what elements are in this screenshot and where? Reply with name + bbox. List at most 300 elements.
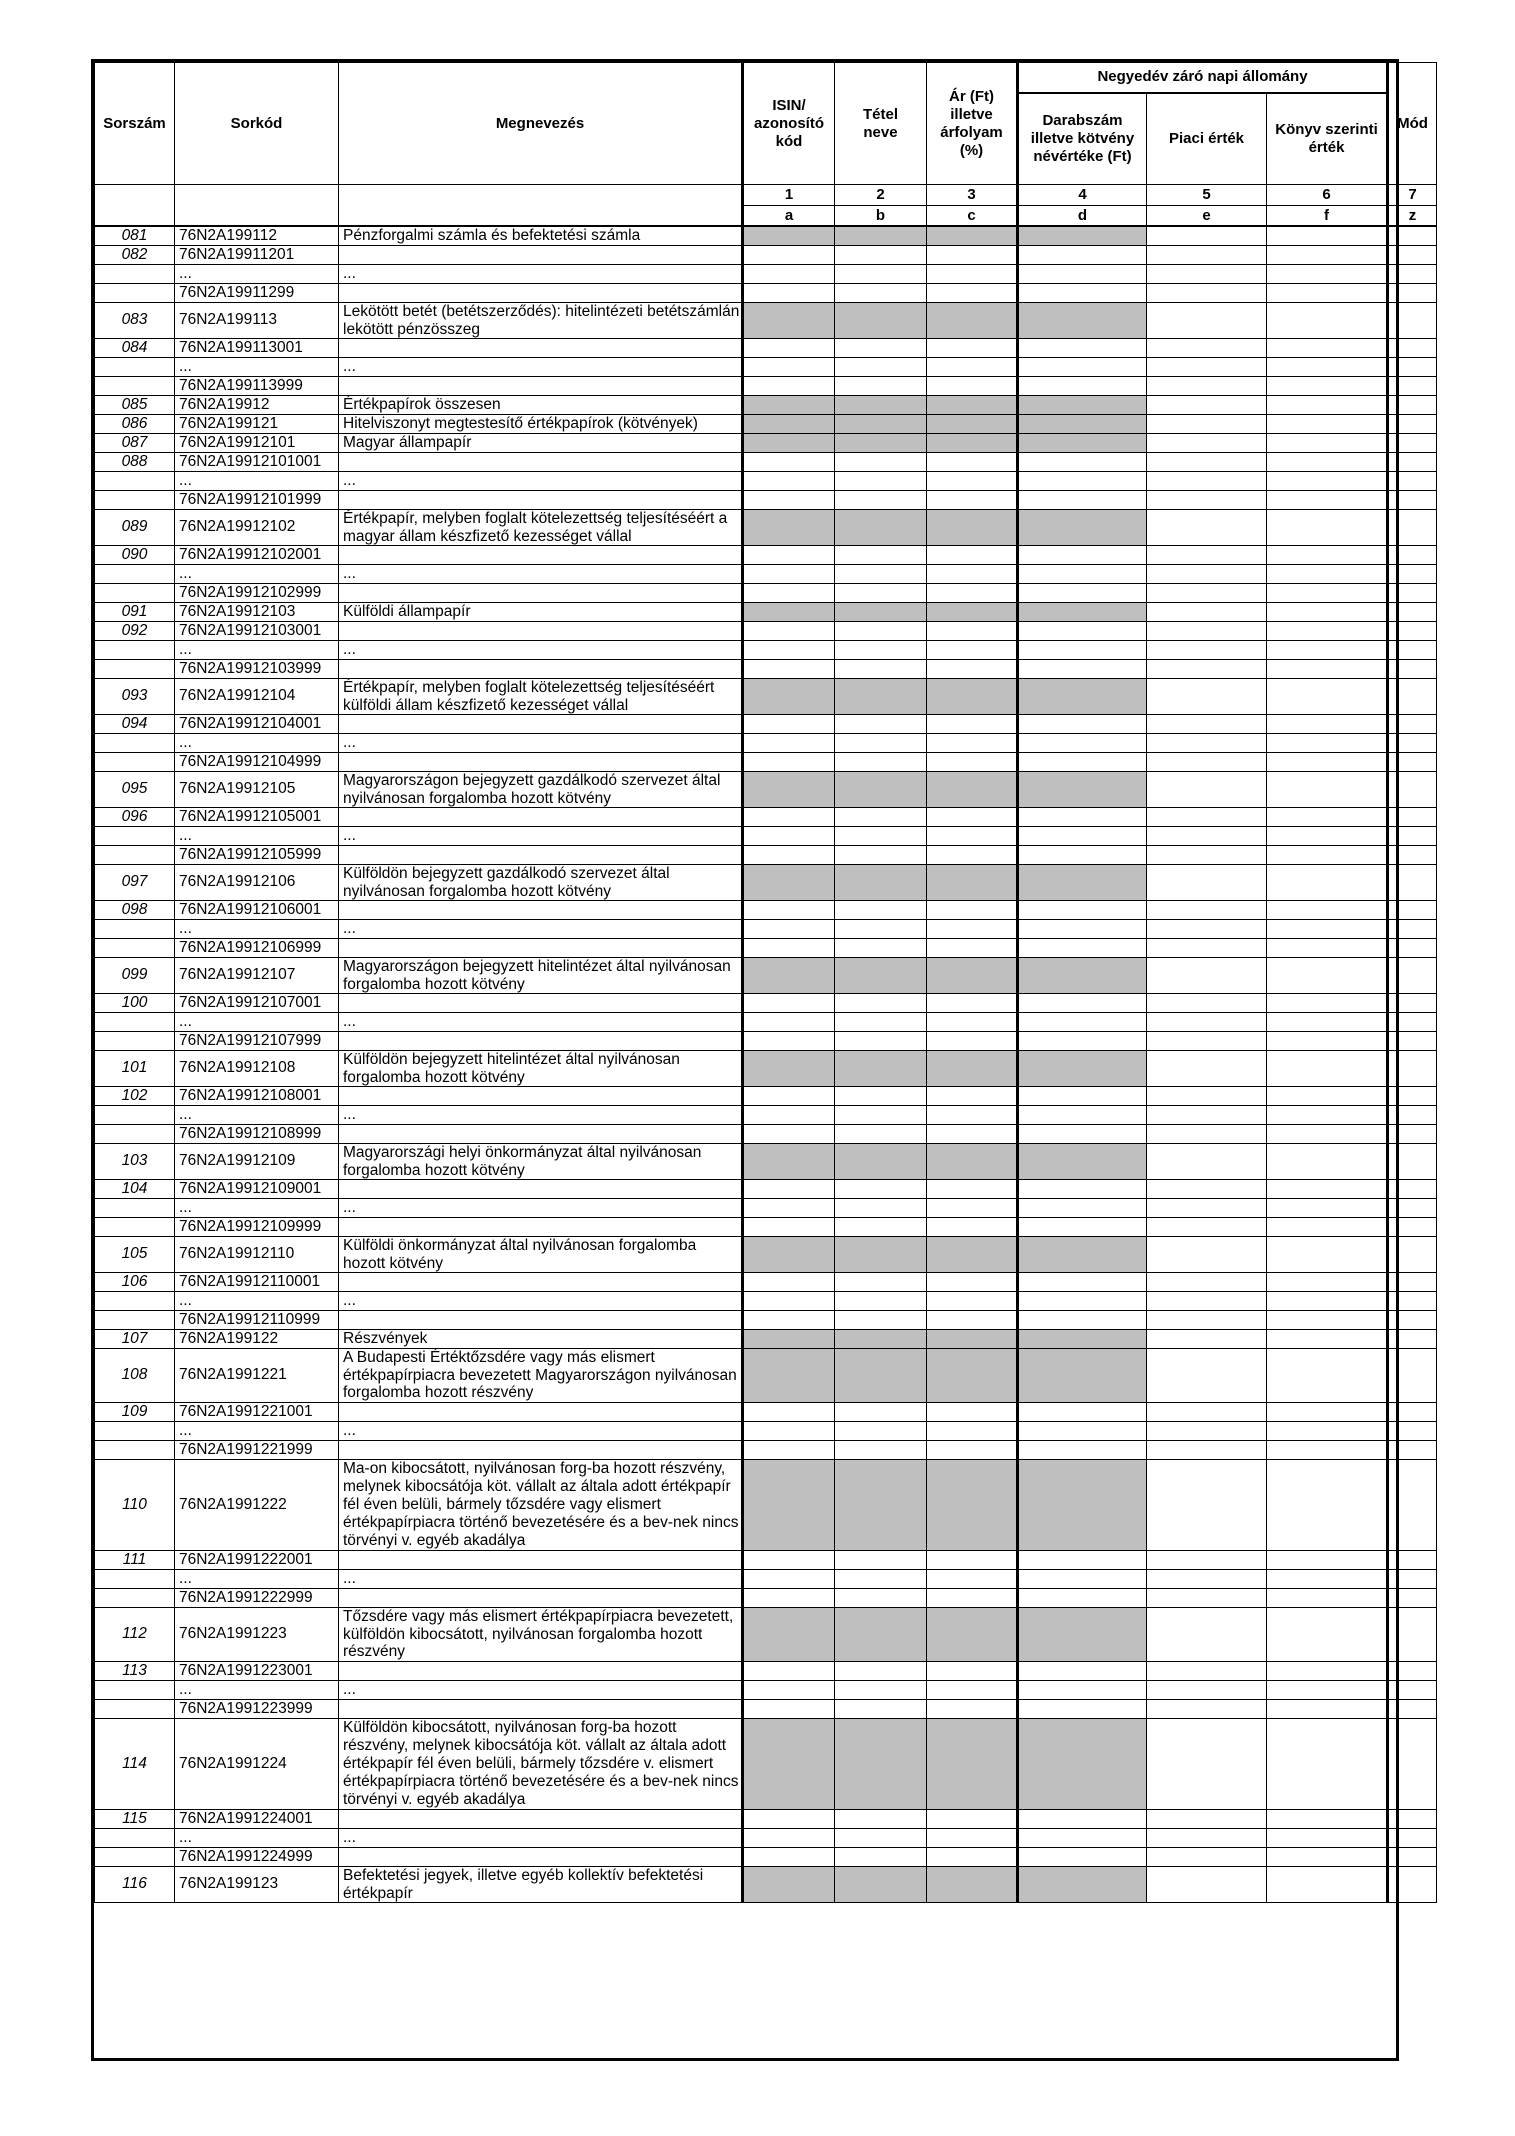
cell-piaci-ertek[interactable] (1147, 1847, 1267, 1866)
cell-darabszam[interactable] (1018, 545, 1147, 564)
cell-piaci-ertek[interactable] (1147, 452, 1267, 471)
cell-konyv-szerinti-ertek[interactable] (1267, 471, 1388, 490)
cell-tetel-neve[interactable] (835, 564, 927, 583)
cell-ar[interactable] (927, 733, 1018, 752)
cell-isin[interactable] (743, 338, 835, 357)
cell-mod[interactable] (1388, 583, 1437, 602)
cell-ar[interactable] (927, 640, 1018, 659)
cell-piaci-ertek[interactable] (1147, 1105, 1267, 1124)
cell-isin[interactable] (743, 545, 835, 564)
cell-tetel-neve[interactable] (835, 1847, 927, 1866)
cell-mod[interactable] (1388, 752, 1437, 771)
cell-konyv-szerinti-ertek[interactable] (1267, 752, 1388, 771)
cell-darabszam[interactable] (1018, 900, 1147, 919)
cell-ar[interactable] (927, 752, 1018, 771)
cell-konyv-szerinti-ertek[interactable] (1267, 1866, 1388, 1902)
cell-konyv-szerinti-ertek[interactable] (1267, 1012, 1388, 1031)
cell-darabszam[interactable] (1018, 938, 1147, 957)
cell-tetel-neve[interactable] (835, 1179, 927, 1198)
cell-konyv-szerinti-ertek[interactable] (1267, 938, 1388, 957)
cell-darabszam[interactable] (1018, 1179, 1147, 1198)
cell-darabszam[interactable] (1018, 1291, 1147, 1310)
cell-konyv-szerinti-ertek[interactable] (1267, 1550, 1388, 1569)
cell-tetel-neve[interactable] (835, 993, 927, 1012)
cell-tetel-neve[interactable] (835, 1105, 927, 1124)
cell-konyv-szerinti-ertek[interactable] (1267, 1699, 1388, 1718)
cell-darabszam[interactable] (1018, 564, 1147, 583)
cell-piaci-ertek[interactable] (1147, 1217, 1267, 1236)
cell-mod[interactable] (1388, 1588, 1437, 1607)
cell-isin[interactable] (743, 1550, 835, 1569)
cell-piaci-ertek[interactable] (1147, 1718, 1267, 1809)
cell-ar[interactable] (927, 1012, 1018, 1031)
cell-ar[interactable] (927, 264, 1018, 283)
cell-konyv-szerinti-ertek[interactable] (1267, 338, 1388, 357)
cell-mod[interactable] (1388, 1569, 1437, 1588)
cell-konyv-szerinti-ertek[interactable] (1267, 433, 1388, 452)
cell-konyv-szerinti-ertek[interactable] (1267, 357, 1388, 376)
cell-piaci-ertek[interactable] (1147, 1661, 1267, 1680)
cell-mod[interactable] (1388, 471, 1437, 490)
cell-piaci-ertek[interactable] (1147, 1866, 1267, 1902)
cell-piaci-ertek[interactable] (1147, 245, 1267, 264)
cell-konyv-szerinti-ertek[interactable] (1267, 602, 1388, 621)
cell-tetel-neve[interactable] (835, 1217, 927, 1236)
cell-mod[interactable] (1388, 1440, 1437, 1459)
cell-konyv-szerinti-ertek[interactable] (1267, 678, 1388, 714)
cell-mod[interactable] (1388, 264, 1437, 283)
cell-ar[interactable] (927, 1198, 1018, 1217)
cell-darabszam[interactable] (1018, 1421, 1147, 1440)
cell-konyv-szerinti-ertek[interactable] (1267, 1329, 1388, 1348)
cell-isin[interactable] (743, 752, 835, 771)
cell-piaci-ertek[interactable] (1147, 1699, 1267, 1718)
cell-tetel-neve[interactable] (835, 583, 927, 602)
cell-piaci-ertek[interactable] (1147, 1440, 1267, 1459)
cell-tetel-neve[interactable] (835, 1402, 927, 1421)
cell-ar[interactable] (927, 490, 1018, 509)
cell-mod[interactable] (1388, 1179, 1437, 1198)
cell-mod[interactable] (1388, 1718, 1437, 1809)
cell-darabszam[interactable] (1018, 1550, 1147, 1569)
cell-konyv-szerinti-ertek[interactable] (1267, 1310, 1388, 1329)
cell-ar[interactable] (927, 583, 1018, 602)
cell-konyv-szerinti-ertek[interactable] (1267, 714, 1388, 733)
cell-konyv-szerinti-ertek[interactable] (1267, 1440, 1388, 1459)
cell-ar[interactable] (927, 1828, 1018, 1847)
cell-konyv-szerinti-ertek[interactable] (1267, 1828, 1388, 1847)
cell-mod[interactable] (1388, 845, 1437, 864)
cell-piaci-ertek[interactable] (1147, 471, 1267, 490)
cell-piaci-ertek[interactable] (1147, 1124, 1267, 1143)
cell-piaci-ertek[interactable] (1147, 1272, 1267, 1291)
cell-konyv-szerinti-ertek[interactable] (1267, 509, 1388, 545)
cell-darabszam[interactable] (1018, 919, 1147, 938)
cell-piaci-ertek[interactable] (1147, 1348, 1267, 1402)
cell-tetel-neve[interactable] (835, 807, 927, 826)
cell-mod[interactable] (1388, 357, 1437, 376)
cell-konyv-szerinti-ertek[interactable] (1267, 395, 1388, 414)
cell-ar[interactable] (927, 545, 1018, 564)
cell-mod[interactable] (1388, 1809, 1437, 1828)
cell-mod[interactable] (1388, 1272, 1437, 1291)
cell-ar[interactable] (927, 564, 1018, 583)
cell-tetel-neve[interactable] (835, 659, 927, 678)
cell-mod[interactable] (1388, 1459, 1437, 1550)
cell-tetel-neve[interactable] (835, 1272, 927, 1291)
cell-piaci-ertek[interactable] (1147, 1291, 1267, 1310)
cell-mod[interactable] (1388, 771, 1437, 807)
cell-konyv-szerinti-ertek[interactable] (1267, 1124, 1388, 1143)
cell-piaci-ertek[interactable] (1147, 1607, 1267, 1661)
cell-darabszam[interactable] (1018, 1699, 1147, 1718)
cell-mod[interactable] (1388, 226, 1437, 245)
cell-darabszam[interactable] (1018, 621, 1147, 640)
cell-piaci-ertek[interactable] (1147, 283, 1267, 302)
cell-konyv-szerinti-ertek[interactable] (1267, 1847, 1388, 1866)
cell-isin[interactable] (743, 807, 835, 826)
cell-piaci-ertek[interactable] (1147, 1050, 1267, 1086)
cell-isin[interactable] (743, 900, 835, 919)
cell-tetel-neve[interactable] (835, 1550, 927, 1569)
cell-konyv-szerinti-ertek[interactable] (1267, 1661, 1388, 1680)
cell-darabszam[interactable] (1018, 1828, 1147, 1847)
cell-piaci-ertek[interactable] (1147, 957, 1267, 993)
cell-ar[interactable] (927, 1588, 1018, 1607)
cell-darabszam[interactable] (1018, 471, 1147, 490)
cell-mod[interactable] (1388, 1680, 1437, 1699)
cell-isin[interactable] (743, 376, 835, 395)
cell-darabszam[interactable] (1018, 1588, 1147, 1607)
cell-mod[interactable] (1388, 1198, 1437, 1217)
cell-ar[interactable] (927, 714, 1018, 733)
cell-konyv-szerinti-ertek[interactable] (1267, 1050, 1388, 1086)
cell-piaci-ertek[interactable] (1147, 1550, 1267, 1569)
cell-isin[interactable] (743, 845, 835, 864)
cell-konyv-szerinti-ertek[interactable] (1267, 1348, 1388, 1402)
cell-isin[interactable] (743, 1198, 835, 1217)
cell-piaci-ertek[interactable] (1147, 1680, 1267, 1699)
cell-mod[interactable] (1388, 376, 1437, 395)
cell-konyv-szerinti-ertek[interactable] (1267, 1680, 1388, 1699)
cell-mod[interactable] (1388, 807, 1437, 826)
cell-konyv-szerinti-ertek[interactable] (1267, 1291, 1388, 1310)
cell-mod[interactable] (1388, 338, 1437, 357)
cell-mod[interactable] (1388, 509, 1437, 545)
cell-mod[interactable] (1388, 1866, 1437, 1902)
cell-piaci-ertek[interactable] (1147, 900, 1267, 919)
cell-tetel-neve[interactable] (835, 1440, 927, 1459)
cell-konyv-szerinti-ertek[interactable] (1267, 1031, 1388, 1050)
cell-ar[interactable] (927, 357, 1018, 376)
cell-isin[interactable] (743, 1217, 835, 1236)
cell-ar[interactable] (927, 993, 1018, 1012)
cell-mod[interactable] (1388, 1050, 1437, 1086)
cell-mod[interactable] (1388, 919, 1437, 938)
cell-piaci-ertek[interactable] (1147, 509, 1267, 545)
cell-piaci-ertek[interactable] (1147, 1459, 1267, 1550)
cell-tetel-neve[interactable] (835, 1588, 927, 1607)
cell-isin[interactable] (743, 245, 835, 264)
cell-darabszam[interactable] (1018, 1217, 1147, 1236)
cell-ar[interactable] (927, 1680, 1018, 1699)
cell-isin[interactable] (743, 1421, 835, 1440)
cell-konyv-szerinti-ertek[interactable] (1267, 1459, 1388, 1550)
cell-ar[interactable] (927, 900, 1018, 919)
cell-mod[interactable] (1388, 395, 1437, 414)
cell-isin[interactable] (743, 1402, 835, 1421)
cell-piaci-ertek[interactable] (1147, 357, 1267, 376)
cell-piaci-ertek[interactable] (1147, 1310, 1267, 1329)
cell-konyv-szerinti-ertek[interactable] (1267, 264, 1388, 283)
cell-darabszam[interactable] (1018, 338, 1147, 357)
cell-ar[interactable] (927, 1031, 1018, 1050)
cell-mod[interactable] (1388, 678, 1437, 714)
cell-mod[interactable] (1388, 545, 1437, 564)
cell-mod[interactable] (1388, 993, 1437, 1012)
cell-piaci-ertek[interactable] (1147, 864, 1267, 900)
cell-konyv-szerinti-ertek[interactable] (1267, 640, 1388, 659)
cell-konyv-szerinti-ertek[interactable] (1267, 1179, 1388, 1198)
cell-mod[interactable] (1388, 1607, 1437, 1661)
cell-ar[interactable] (927, 1179, 1018, 1198)
cell-darabszam[interactable] (1018, 1272, 1147, 1291)
cell-mod[interactable] (1388, 864, 1437, 900)
cell-mod[interactable] (1388, 1217, 1437, 1236)
cell-darabszam[interactable] (1018, 1012, 1147, 1031)
cell-ar[interactable] (927, 1809, 1018, 1828)
cell-darabszam[interactable] (1018, 245, 1147, 264)
cell-darabszam[interactable] (1018, 1402, 1147, 1421)
cell-isin[interactable] (743, 659, 835, 678)
cell-darabszam[interactable] (1018, 1440, 1147, 1459)
cell-mod[interactable] (1388, 1348, 1437, 1402)
cell-darabszam[interactable] (1018, 733, 1147, 752)
cell-darabszam[interactable] (1018, 1809, 1147, 1828)
cell-darabszam[interactable] (1018, 640, 1147, 659)
cell-ar[interactable] (927, 376, 1018, 395)
cell-mod[interactable] (1388, 1012, 1437, 1031)
cell-piaci-ertek[interactable] (1147, 993, 1267, 1012)
cell-konyv-szerinti-ertek[interactable] (1267, 1217, 1388, 1236)
cell-tetel-neve[interactable] (835, 1198, 927, 1217)
cell-mod[interactable] (1388, 283, 1437, 302)
cell-konyv-szerinti-ertek[interactable] (1267, 452, 1388, 471)
cell-darabszam[interactable] (1018, 659, 1147, 678)
cell-mod[interactable] (1388, 826, 1437, 845)
cell-darabszam[interactable] (1018, 807, 1147, 826)
cell-tetel-neve[interactable] (835, 1310, 927, 1329)
cell-mod[interactable] (1388, 900, 1437, 919)
cell-isin[interactable] (743, 1569, 835, 1588)
cell-tetel-neve[interactable] (835, 1012, 927, 1031)
cell-darabszam[interactable] (1018, 1105, 1147, 1124)
cell-piaci-ertek[interactable] (1147, 640, 1267, 659)
cell-konyv-szerinti-ertek[interactable] (1267, 545, 1388, 564)
cell-darabszam[interactable] (1018, 376, 1147, 395)
cell-piaci-ertek[interactable] (1147, 1031, 1267, 1050)
cell-isin[interactable] (743, 583, 835, 602)
cell-mod[interactable] (1388, 1143, 1437, 1179)
cell-konyv-szerinti-ertek[interactable] (1267, 283, 1388, 302)
cell-konyv-szerinti-ertek[interactable] (1267, 564, 1388, 583)
cell-ar[interactable] (927, 807, 1018, 826)
cell-piaci-ertek[interactable] (1147, 1236, 1267, 1272)
cell-darabszam[interactable] (1018, 752, 1147, 771)
cell-tetel-neve[interactable] (835, 1124, 927, 1143)
cell-konyv-szerinti-ertek[interactable] (1267, 302, 1388, 338)
cell-piaci-ertek[interactable] (1147, 938, 1267, 957)
cell-darabszam[interactable] (1018, 283, 1147, 302)
cell-piaci-ertek[interactable] (1147, 919, 1267, 938)
cell-piaci-ertek[interactable] (1147, 1809, 1267, 1828)
cell-konyv-szerinti-ertek[interactable] (1267, 414, 1388, 433)
cell-piaci-ertek[interactable] (1147, 1421, 1267, 1440)
cell-ar[interactable] (927, 1272, 1018, 1291)
cell-tetel-neve[interactable] (835, 357, 927, 376)
cell-darabszam[interactable] (1018, 714, 1147, 733)
cell-tetel-neve[interactable] (835, 376, 927, 395)
cell-konyv-szerinti-ertek[interactable] (1267, 919, 1388, 938)
cell-tetel-neve[interactable] (835, 640, 927, 659)
cell-isin[interactable] (743, 640, 835, 659)
cell-isin[interactable] (743, 452, 835, 471)
cell-darabszam[interactable] (1018, 490, 1147, 509)
cell-tetel-neve[interactable] (835, 900, 927, 919)
cell-isin[interactable] (743, 1012, 835, 1031)
cell-mod[interactable] (1388, 1550, 1437, 1569)
cell-mod[interactable] (1388, 433, 1437, 452)
cell-mod[interactable] (1388, 1105, 1437, 1124)
cell-tetel-neve[interactable] (835, 283, 927, 302)
cell-mod[interactable] (1388, 1236, 1437, 1272)
cell-tetel-neve[interactable] (835, 452, 927, 471)
cell-konyv-szerinti-ertek[interactable] (1267, 1272, 1388, 1291)
cell-darabszam[interactable] (1018, 993, 1147, 1012)
cell-piaci-ertek[interactable] (1147, 545, 1267, 564)
cell-konyv-szerinti-ertek[interactable] (1267, 826, 1388, 845)
cell-ar[interactable] (927, 919, 1018, 938)
cell-konyv-szerinti-ertek[interactable] (1267, 1198, 1388, 1217)
cell-mod[interactable] (1388, 1699, 1437, 1718)
cell-tetel-neve[interactable] (835, 490, 927, 509)
cell-mod[interactable] (1388, 714, 1437, 733)
cell-piaci-ertek[interactable] (1147, 376, 1267, 395)
cell-isin[interactable] (743, 1809, 835, 1828)
cell-mod[interactable] (1388, 302, 1437, 338)
cell-isin[interactable] (743, 264, 835, 283)
cell-isin[interactable] (743, 357, 835, 376)
cell-konyv-szerinti-ertek[interactable] (1267, 376, 1388, 395)
cell-isin[interactable] (743, 1588, 835, 1607)
cell-konyv-szerinti-ertek[interactable] (1267, 957, 1388, 993)
cell-tetel-neve[interactable] (835, 545, 927, 564)
cell-ar[interactable] (927, 245, 1018, 264)
cell-isin[interactable] (743, 621, 835, 640)
cell-ar[interactable] (927, 845, 1018, 864)
cell-tetel-neve[interactable] (835, 733, 927, 752)
cell-ar[interactable] (927, 1550, 1018, 1569)
cell-mod[interactable] (1388, 621, 1437, 640)
cell-tetel-neve[interactable] (835, 264, 927, 283)
cell-tetel-neve[interactable] (835, 1031, 927, 1050)
cell-piaci-ertek[interactable] (1147, 1086, 1267, 1105)
cell-ar[interactable] (927, 1291, 1018, 1310)
cell-mod[interactable] (1388, 602, 1437, 621)
cell-isin[interactable] (743, 1680, 835, 1699)
cell-tetel-neve[interactable] (835, 845, 927, 864)
cell-mod[interactable] (1388, 1661, 1437, 1680)
cell-konyv-szerinti-ertek[interactable] (1267, 1809, 1388, 1828)
cell-isin[interactable] (743, 733, 835, 752)
cell-ar[interactable] (927, 338, 1018, 357)
cell-isin[interactable] (743, 714, 835, 733)
cell-mod[interactable] (1388, 452, 1437, 471)
cell-piaci-ertek[interactable] (1147, 678, 1267, 714)
cell-ar[interactable] (927, 471, 1018, 490)
cell-tetel-neve[interactable] (835, 338, 927, 357)
cell-tetel-neve[interactable] (835, 1086, 927, 1105)
cell-konyv-szerinti-ertek[interactable] (1267, 864, 1388, 900)
cell-piaci-ertek[interactable] (1147, 395, 1267, 414)
cell-mod[interactable] (1388, 414, 1437, 433)
cell-ar[interactable] (927, 621, 1018, 640)
cell-mod[interactable] (1388, 1828, 1437, 1847)
cell-ar[interactable] (927, 1440, 1018, 1459)
cell-konyv-szerinti-ertek[interactable] (1267, 845, 1388, 864)
cell-mod[interactable] (1388, 490, 1437, 509)
cell-isin[interactable] (743, 283, 835, 302)
cell-ar[interactable] (927, 1661, 1018, 1680)
cell-tetel-neve[interactable] (835, 621, 927, 640)
cell-tetel-neve[interactable] (835, 1421, 927, 1440)
cell-konyv-szerinti-ertek[interactable] (1267, 733, 1388, 752)
cell-ar[interactable] (927, 1105, 1018, 1124)
cell-tetel-neve[interactable] (835, 1828, 927, 1847)
cell-isin[interactable] (743, 1440, 835, 1459)
cell-piaci-ertek[interactable] (1147, 826, 1267, 845)
cell-ar[interactable] (927, 1217, 1018, 1236)
cell-konyv-szerinti-ertek[interactable] (1267, 1086, 1388, 1105)
cell-piaci-ertek[interactable] (1147, 1179, 1267, 1198)
cell-piaci-ertek[interactable] (1147, 752, 1267, 771)
cell-isin[interactable] (743, 1124, 835, 1143)
cell-ar[interactable] (927, 283, 1018, 302)
cell-mod[interactable] (1388, 938, 1437, 957)
cell-piaci-ertek[interactable] (1147, 1012, 1267, 1031)
cell-mod[interactable] (1388, 1124, 1437, 1143)
cell-konyv-szerinti-ertek[interactable] (1267, 993, 1388, 1012)
cell-mod[interactable] (1388, 1421, 1437, 1440)
cell-piaci-ertek[interactable] (1147, 338, 1267, 357)
cell-darabszam[interactable] (1018, 826, 1147, 845)
cell-piaci-ertek[interactable] (1147, 1198, 1267, 1217)
cell-mod[interactable] (1388, 1329, 1437, 1348)
cell-konyv-szerinti-ertek[interactable] (1267, 1105, 1388, 1124)
cell-ar[interactable] (927, 1847, 1018, 1866)
cell-ar[interactable] (927, 826, 1018, 845)
cell-konyv-szerinti-ertek[interactable] (1267, 226, 1388, 245)
cell-piaci-ertek[interactable] (1147, 659, 1267, 678)
cell-tetel-neve[interactable] (835, 1291, 927, 1310)
cell-isin[interactable] (743, 1291, 835, 1310)
cell-mod[interactable] (1388, 1847, 1437, 1866)
cell-piaci-ertek[interactable] (1147, 490, 1267, 509)
cell-piaci-ertek[interactable] (1147, 1402, 1267, 1421)
cell-konyv-szerinti-ertek[interactable] (1267, 1402, 1388, 1421)
cell-darabszam[interactable] (1018, 845, 1147, 864)
cell-piaci-ertek[interactable] (1147, 226, 1267, 245)
